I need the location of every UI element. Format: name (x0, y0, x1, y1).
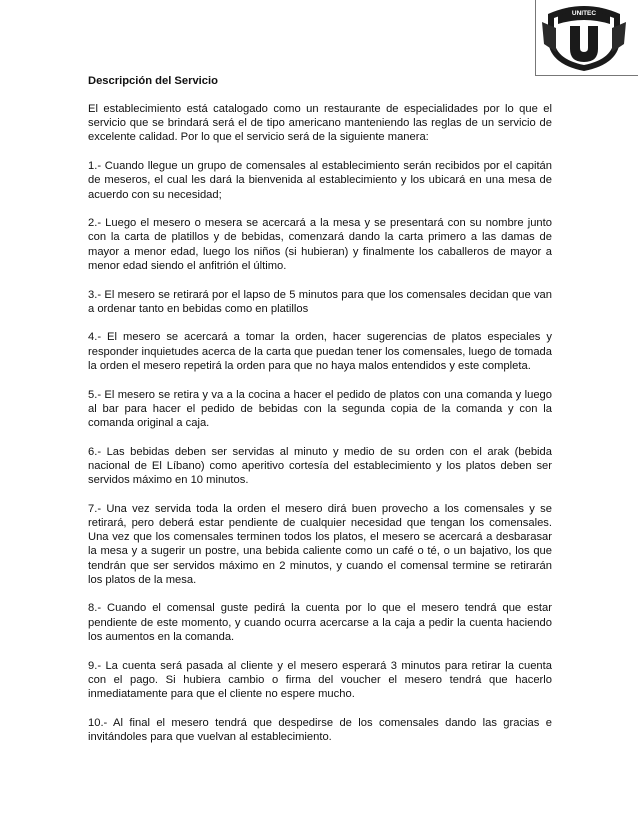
step-5: 5.- El mesero se retira y va a la cocina a hacer el pedido de platos con una comanda y luego al bar para hacer el pedido de bebidas con la segunda copia de la comanda y con la comanda original a caja. (88, 388, 552, 429)
step-9: 9.- La cuenta será pasada al cliente y el mesero esperará 3 minutos para retirar la cuenta con el pago. Si hubiera cambio o firma del voucher el mesero tendrá que hacerlo inmediatamente para que el cliente no espere mucho. (88, 659, 552, 700)
header-rule-vertical (535, 0, 536, 76)
intro-paragraph: El establecimiento está catalogado como un restaurante de especialidades por lo que el servicio que se brindará será el de tipo americano manteniendo las reglas de un servicio de excelente calidad. Por lo que el servicio será de la siguiente manera: (88, 103, 552, 144)
step-10: 10.- Al final el mesero tendrá que despedirse de los comensales dando las gracias e invitándoles para que vuelvan al establecimiento. (88, 716, 552, 743)
step-7: 7.- Una vez servida toda la orden el mesero dirá buen provecho a los comensales y se retirará, pero deberá estar pendiente de cualquier necesidad que tengan los comensales. Una vez que los comensales terminen todos los platos, el mesero se acercará a desbarasar la mesa y a sugerir un postre, una bebida caliente como un café o té, o un bajativo, los que tendrán que ser servidos máximo en 2 minutos, y cuando el comensal termine se retirarán los platos de la mesa. (88, 502, 552, 586)
logo-text: UNITEC (571, 10, 597, 17)
step-6: 6.- Las bebidas deben ser servidas al minuto y medio de su orden con el arak (bebida nacional de El Líbano) como aperitivo cortesía del establecimiento y los platos deben ser servidos máximo en 10 minutos. (88, 445, 552, 487)
step-3: 3.- El mesero se retirará por el lapso de 5 minutos para que los comensales decidan que van a ordenar tanto en bebidas como en platillos (88, 288, 552, 315)
unitec-logo (538, 2, 630, 72)
document-body (88, 74, 552, 759)
step-8: 8.- Cuando el comensal guste pedirá la cuenta por lo que el mesero tendrá que estar pendiente de este momento, y cuando ocurra acercarse a la caja a pedir la cuenta haciendo los aumentos en la comanda. (88, 602, 552, 643)
step-4: 4.- El mesero se acercará a tomar la orden, hacer sugerencias de platos especiales y responder inquietudes acerca de la carta que puedan tener los comensales, luego de tomada la orden el mesero repetirá la orden para que no haya malos entendidos y este completa. (88, 331, 552, 372)
step-1: 1.- Cuando llegue un grupo de comensales al establecimiento serán recibidos por el capitán de meseros, el cual les dará la bienvenida al establecimiento y los ubicará en una mesa de acuerdo con su necesidad; (88, 160, 552, 201)
step-2: 2.- Luego el mesero o mesera se acercará a la mesa y se presentará con su nombre junto con la carta de platillos y de bebidas, comenzará dando la carta primero a las damas de mayor a menor edad, luego los niños (si hubieran) y finalmente los caballeros de mayor a menor edad siendo el anfitrión el último. (88, 217, 552, 272)
document-title: Descripción del Servicio (88, 75, 218, 87)
